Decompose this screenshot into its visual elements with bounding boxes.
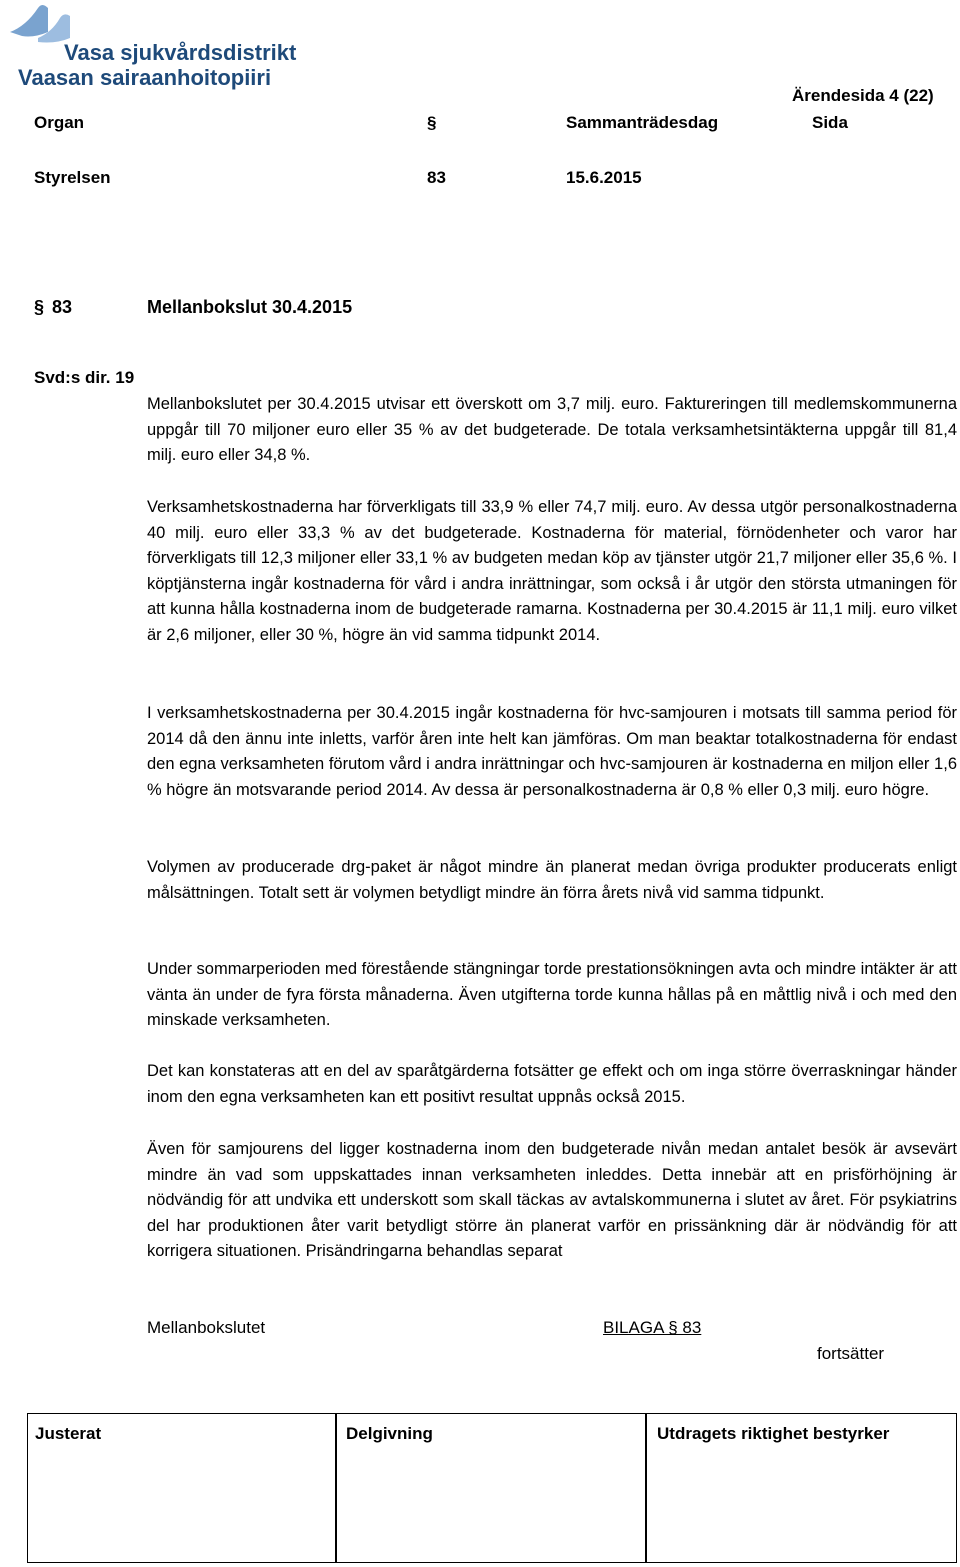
item-reference: Svd:s dir. 19: [34, 368, 135, 387]
footer-bestyrker: Utdragets riktighet bestyrker: [657, 1424, 890, 1443]
paragraph-1: Mellanbokslutet per 30.4.2015 utvisar ett överskott om 3,7 milj. euro. Faktureringen till medlemskommunerna uppgår till 70 miljoner euro eller 35 % av det budgeterade. De totala verksamhetsintäkterna uppgår till 81,4 milj. euro eller 34,8 %.: [147, 395, 957, 465]
item-section-symbol: §: [34, 297, 45, 317]
logo-line-swedish: Vasa sjukvårdsdistrikt: [64, 40, 297, 65]
page-number-label: Ärendesida 4 (22): [792, 86, 934, 105]
column-header-organ: Organ: [34, 113, 85, 132]
continues-label: fortsätter: [817, 1344, 885, 1363]
footer-signature-box: [27, 1413, 957, 1563]
paragraph-5: Under sommarperioden med förestående stängningar torde prestationsökningen avta och mindre intäkter är att vänta än under de fyra första månaderna. Även utgifterna torde kunna hållas på en måttlig nivå i och med den minskade verksamheten.: [147, 960, 957, 1030]
paragraph-2: Verksamhetskostnaderna har förverkligats till 33,9 % eller 74,7 milj. euro. Av dessa utgör personalkostnaderna 40 milj. euro eller 33,3 % av det budgeterade. Kostnaderna för material, förnödenheter och varor har förverkligats till 12,3 miljoner eller 33,1 % av budgeten medan köp av tjänster utgör 21,7 miljoner eller 35,6 %. I köptjänsterna ingår kostnaderna för vård i andra inrättningar, som också i år utgör den största utmaningen för att kunna hålla kostnaderna inom de budgeterade ramarna. Kostnaderna per 30.4.2015 är 11,1 milj. euro vilket är 2,6 miljoner, eller 30 %, högre än vid samma tidpunkt 2014.: [147, 498, 957, 644]
paragraph-6: Det kan konstateras att en del av sparåtgärderna fotsätter ge effekt och om inga större överraskningar händer inom den egna verksamheten kan ett positivt resultat uppnås också 2015.: [147, 1062, 957, 1106]
organization-logo: [8, 2, 308, 92]
column-header-date: Sammanträdesdag: [566, 113, 719, 132]
footer-divider-2: [645, 1414, 647, 1562]
organ-value: Styrelsen: [34, 168, 111, 187]
footer-divider-1: [335, 1414, 337, 1562]
paragraph-7: Även för samjourens del ligger kostnaderna inom den budgeterade nivån medan antalet besök är avsevärt mindre än vad som uppskattades innan verksamheten inleddes. Detta innebär att en prisförhöjning är nödvändig för att undvika ett underskott som skall täckas av avtalskommunerna i slutet av året. För psykiatrins del har produktionen åter varit betydligt större än planerat varför en prissänkning där är nödvändig för att korrigera situationen. Prisändringarna behandlas separat: [147, 1140, 957, 1261]
paragraph-3: I verksamhetskostnaderna per 30.4.2015 ingår kostnaderna för hvc-samjouren i motsats till samma period för 2014 då den ännu inte inletts, varför åren inte helt kan jämföras. Om man beaktar totalkostnaderna för endast den egna verksamheten förutom vård i andra inrättningar och hvc-samjouren är kostnaderna en miljon eller 1,6 % högre än motsvarande period 2014. Av dessa är personalkostnaderna är 0,8 % eller 0,3 milj. euro högre.: [147, 704, 957, 799]
section-value: 83: [427, 168, 446, 187]
item-number: 83: [52, 297, 73, 317]
vsvd-logo-icon: [8, 2, 72, 52]
attachment-link[interactable]: BILAGA § 83: [603, 1318, 702, 1337]
date-value: 15.6.2015: [566, 168, 642, 187]
column-header-section: §: [427, 113, 437, 132]
column-header-page: Sida: [812, 113, 848, 132]
item-title: Mellanbokslut 30.4.2015: [147, 297, 353, 317]
logo-line-finnish: Vaasan sairaanhoitopiiri: [18, 65, 272, 90]
attachment-label: Mellanbokslutet: [147, 1318, 266, 1337]
paragraph-4: Volymen av producerade drg-paket är något mindre än planerat medan övriga produkter producerats enligt målsättningen. Totalt sett är volymen betydligt mindre än förra årets nivå vid samma tidpunkt.: [147, 858, 957, 902]
footer-delgivning: Delgivning: [346, 1424, 433, 1443]
footer-justerat: Justerat: [35, 1424, 102, 1443]
